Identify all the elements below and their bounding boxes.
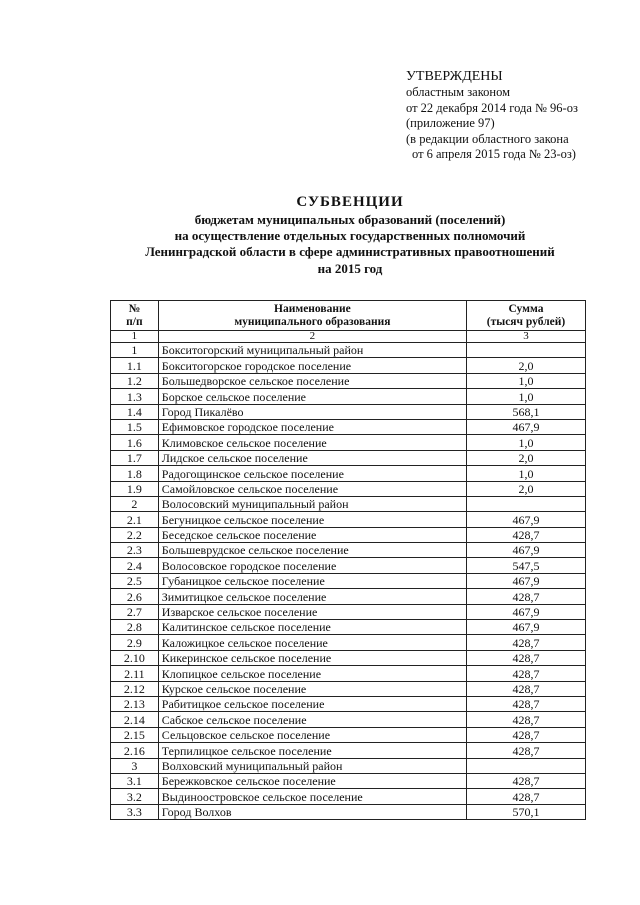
approval-heading: УТВЕРЖДЕНЫ [406, 69, 503, 84]
row-sum: 428,7 [466, 743, 585, 758]
row-sum: 467,9 [466, 419, 585, 434]
table-row [111, 481, 586, 496]
row-sum: 428,7 [466, 589, 585, 604]
table-row [111, 573, 586, 588]
table-row [111, 743, 586, 758]
row-number: 2.16 [111, 743, 159, 758]
table-row [111, 589, 586, 604]
document-title [60, 192, 640, 277]
row-number: 2.14 [111, 712, 159, 727]
row-number: 2.8 [111, 620, 159, 635]
row-number: 2.10 [111, 650, 159, 665]
row-sum: 428,7 [466, 773, 585, 788]
row-number: 2.15 [111, 727, 159, 742]
row-number: 2.11 [111, 666, 159, 681]
table-row [111, 527, 586, 542]
row-sum [466, 343, 585, 358]
row-name: Изварское сельское поселение [158, 604, 466, 619]
row-number: 3.3 [111, 804, 159, 819]
header-name-line: муниципального образования [234, 315, 391, 328]
header-sum-line: (тысяч рублей) [486, 315, 566, 328]
row-sum: 428,7 [466, 666, 585, 681]
table-row [111, 343, 586, 358]
row-sum: 568,1 [466, 404, 585, 419]
column-number: 3 [466, 331, 585, 343]
row-name: Бегуницкое сельское поселение [158, 512, 466, 527]
row-sum [466, 758, 585, 773]
table-row [111, 558, 586, 573]
row-name: Борское сельское поселение [158, 389, 466, 404]
table-row [111, 804, 586, 819]
row-number: 3.2 [111, 789, 159, 804]
row-sum: 547,5 [466, 558, 585, 573]
row-sum: 467,9 [466, 543, 585, 558]
row-sum: 428,7 [466, 681, 585, 696]
row-number: 1.3 [111, 389, 159, 404]
table-row [111, 696, 586, 711]
row-name: Кикеринское сельское поселение [158, 650, 466, 665]
row-sum: 2,0 [466, 450, 585, 465]
table-row [111, 496, 586, 511]
row-sum: 467,9 [466, 573, 585, 588]
approval-line: от 6 апреля 2015 года № 23-оз) [412, 147, 576, 162]
title-line: на 2015 год [317, 260, 383, 276]
column-numbers-row [111, 331, 586, 343]
row-name: Большедворское сельское поселение [158, 373, 466, 388]
row-number: 2.7 [111, 604, 159, 619]
row-name: Лидское сельское поселение [158, 450, 466, 465]
row-number: 2.13 [111, 696, 159, 711]
header-name-line: Наименование [274, 302, 351, 315]
row-sum: 570,1 [466, 804, 585, 819]
row-number: 2.3 [111, 543, 159, 558]
table-row [111, 435, 586, 450]
table-row [111, 373, 586, 388]
row-name: Каложицкое сельское поселение [158, 635, 466, 650]
row-name: Климовское сельское поселение [158, 435, 466, 450]
table-row [111, 635, 586, 650]
row-name: Калитинское сельское поселение [158, 620, 466, 635]
table-row [111, 712, 586, 727]
row-name: Бокситогорское городское поселение [158, 358, 466, 373]
header-number-line: № [128, 302, 141, 315]
table-row [111, 512, 586, 527]
row-number: 1.9 [111, 481, 159, 496]
approval-line: (в редакции областного закона [406, 131, 569, 146]
row-sum: 1,0 [466, 466, 585, 481]
table-row [111, 666, 586, 681]
row-name: Губаницкое сельское поселение [158, 573, 466, 588]
table-row [111, 789, 586, 804]
row-number: 3.1 [111, 773, 159, 788]
row-name: Волосовское городское поселение [158, 558, 466, 573]
row-number: 2.6 [111, 589, 159, 604]
row-sum: 1,0 [466, 373, 585, 388]
row-number: 2.5 [111, 573, 159, 588]
approval-stamp [406, 68, 636, 163]
subventions-table [110, 300, 586, 820]
row-number: 2.12 [111, 681, 159, 696]
row-name: Радогощинское сельское поселение [158, 466, 466, 481]
row-sum: 428,7 [466, 789, 585, 804]
row-name: Беседское сельское поселение [158, 527, 466, 542]
row-number: 2.1 [111, 512, 159, 527]
row-sum: 428,7 [466, 696, 585, 711]
approval-line: от 22 декабря 2014 года № 96-оз [406, 100, 578, 115]
table-row [111, 450, 586, 465]
table-row [111, 543, 586, 558]
row-name: Сабское сельское поселение [158, 712, 466, 727]
table-row [111, 758, 586, 773]
row-sum: 2,0 [466, 481, 585, 496]
header-sum [466, 301, 585, 331]
row-name: Город Волхов [158, 804, 466, 819]
row-number: 1 [111, 343, 159, 358]
row-number: 2.2 [111, 527, 159, 542]
row-name: Зимитицкое сельское поселение [158, 589, 466, 604]
row-number: 1.8 [111, 466, 159, 481]
row-number: 2 [111, 496, 159, 511]
row-number: 3 [111, 758, 159, 773]
row-name: Клопицкое сельское поселение [158, 666, 466, 681]
table-row [111, 727, 586, 742]
title-line: бюджетам муниципальных образований (поселений) [194, 212, 506, 227]
row-sum: 467,9 [466, 604, 585, 619]
row-sum: 467,9 [466, 512, 585, 527]
row-sum: 428,7 [466, 727, 585, 742]
row-number: 1.1 [111, 358, 159, 373]
column-number: 1 [111, 331, 159, 343]
approval-line: (приложение 97) [406, 116, 495, 131]
row-sum: 428,7 [466, 650, 585, 665]
title-line: Ленинградской области в сфере административных правоотношений [145, 244, 555, 260]
row-name: Бокситогорский муниципальный район [158, 343, 466, 358]
row-sum: 1,0 [466, 435, 585, 450]
header-name [158, 301, 466, 331]
row-sum: 428,7 [466, 635, 585, 650]
row-sum [466, 496, 585, 511]
row-number: 1.5 [111, 419, 159, 434]
column-number: 2 [158, 331, 466, 343]
row-name: Ефимовское городское поселение [158, 419, 466, 434]
row-number: 2.4 [111, 558, 159, 573]
row-sum: 467,9 [466, 620, 585, 635]
row-number: 1.6 [111, 435, 159, 450]
approval-line: областным законом [406, 85, 511, 99]
row-sum: 428,7 [466, 527, 585, 542]
table-row [111, 466, 586, 481]
row-name: Город Пикалёво [158, 404, 466, 419]
table-row [111, 650, 586, 665]
title-line: на осуществление отдельных государственных полномочий [174, 228, 526, 244]
table-header-row [111, 301, 586, 331]
row-name: Волосовский муниципальный район [158, 496, 466, 511]
row-name: Терпилицкое сельское поселение [158, 743, 466, 758]
table-row [111, 773, 586, 788]
table-row [111, 620, 586, 635]
row-name: Рабитицкое сельское поселение [158, 696, 466, 711]
row-number: 1.4 [111, 404, 159, 419]
table-row [111, 681, 586, 696]
row-name: Сельцовское сельское поселение [158, 727, 466, 742]
row-name: Курское сельское поселение [158, 681, 466, 696]
row-sum: 428,7 [466, 712, 585, 727]
row-sum: 2,0 [466, 358, 585, 373]
row-number: 1.2 [111, 373, 159, 388]
header-number-line: п/п [126, 315, 143, 328]
row-sum: 1,0 [466, 389, 585, 404]
table-row [111, 419, 586, 434]
title-main: СУБВЕНЦИИ [296, 194, 404, 210]
table-row [111, 389, 586, 404]
row-name: Большеврудское сельское поселение [158, 543, 466, 558]
header-sum-line: Сумма [508, 302, 544, 315]
row-number: 2.9 [111, 635, 159, 650]
header-number [111, 301, 159, 331]
row-name: Бережковское сельское поселение [158, 773, 466, 788]
table-row [111, 604, 586, 619]
table-row [111, 404, 586, 419]
row-name: Выдиноостровское сельское поселение [158, 789, 466, 804]
table-row [111, 358, 586, 373]
row-name: Самойловское сельское поселение [158, 481, 466, 496]
row-name: Волховский муниципальный район [158, 758, 466, 773]
row-number: 1.7 [111, 450, 159, 465]
